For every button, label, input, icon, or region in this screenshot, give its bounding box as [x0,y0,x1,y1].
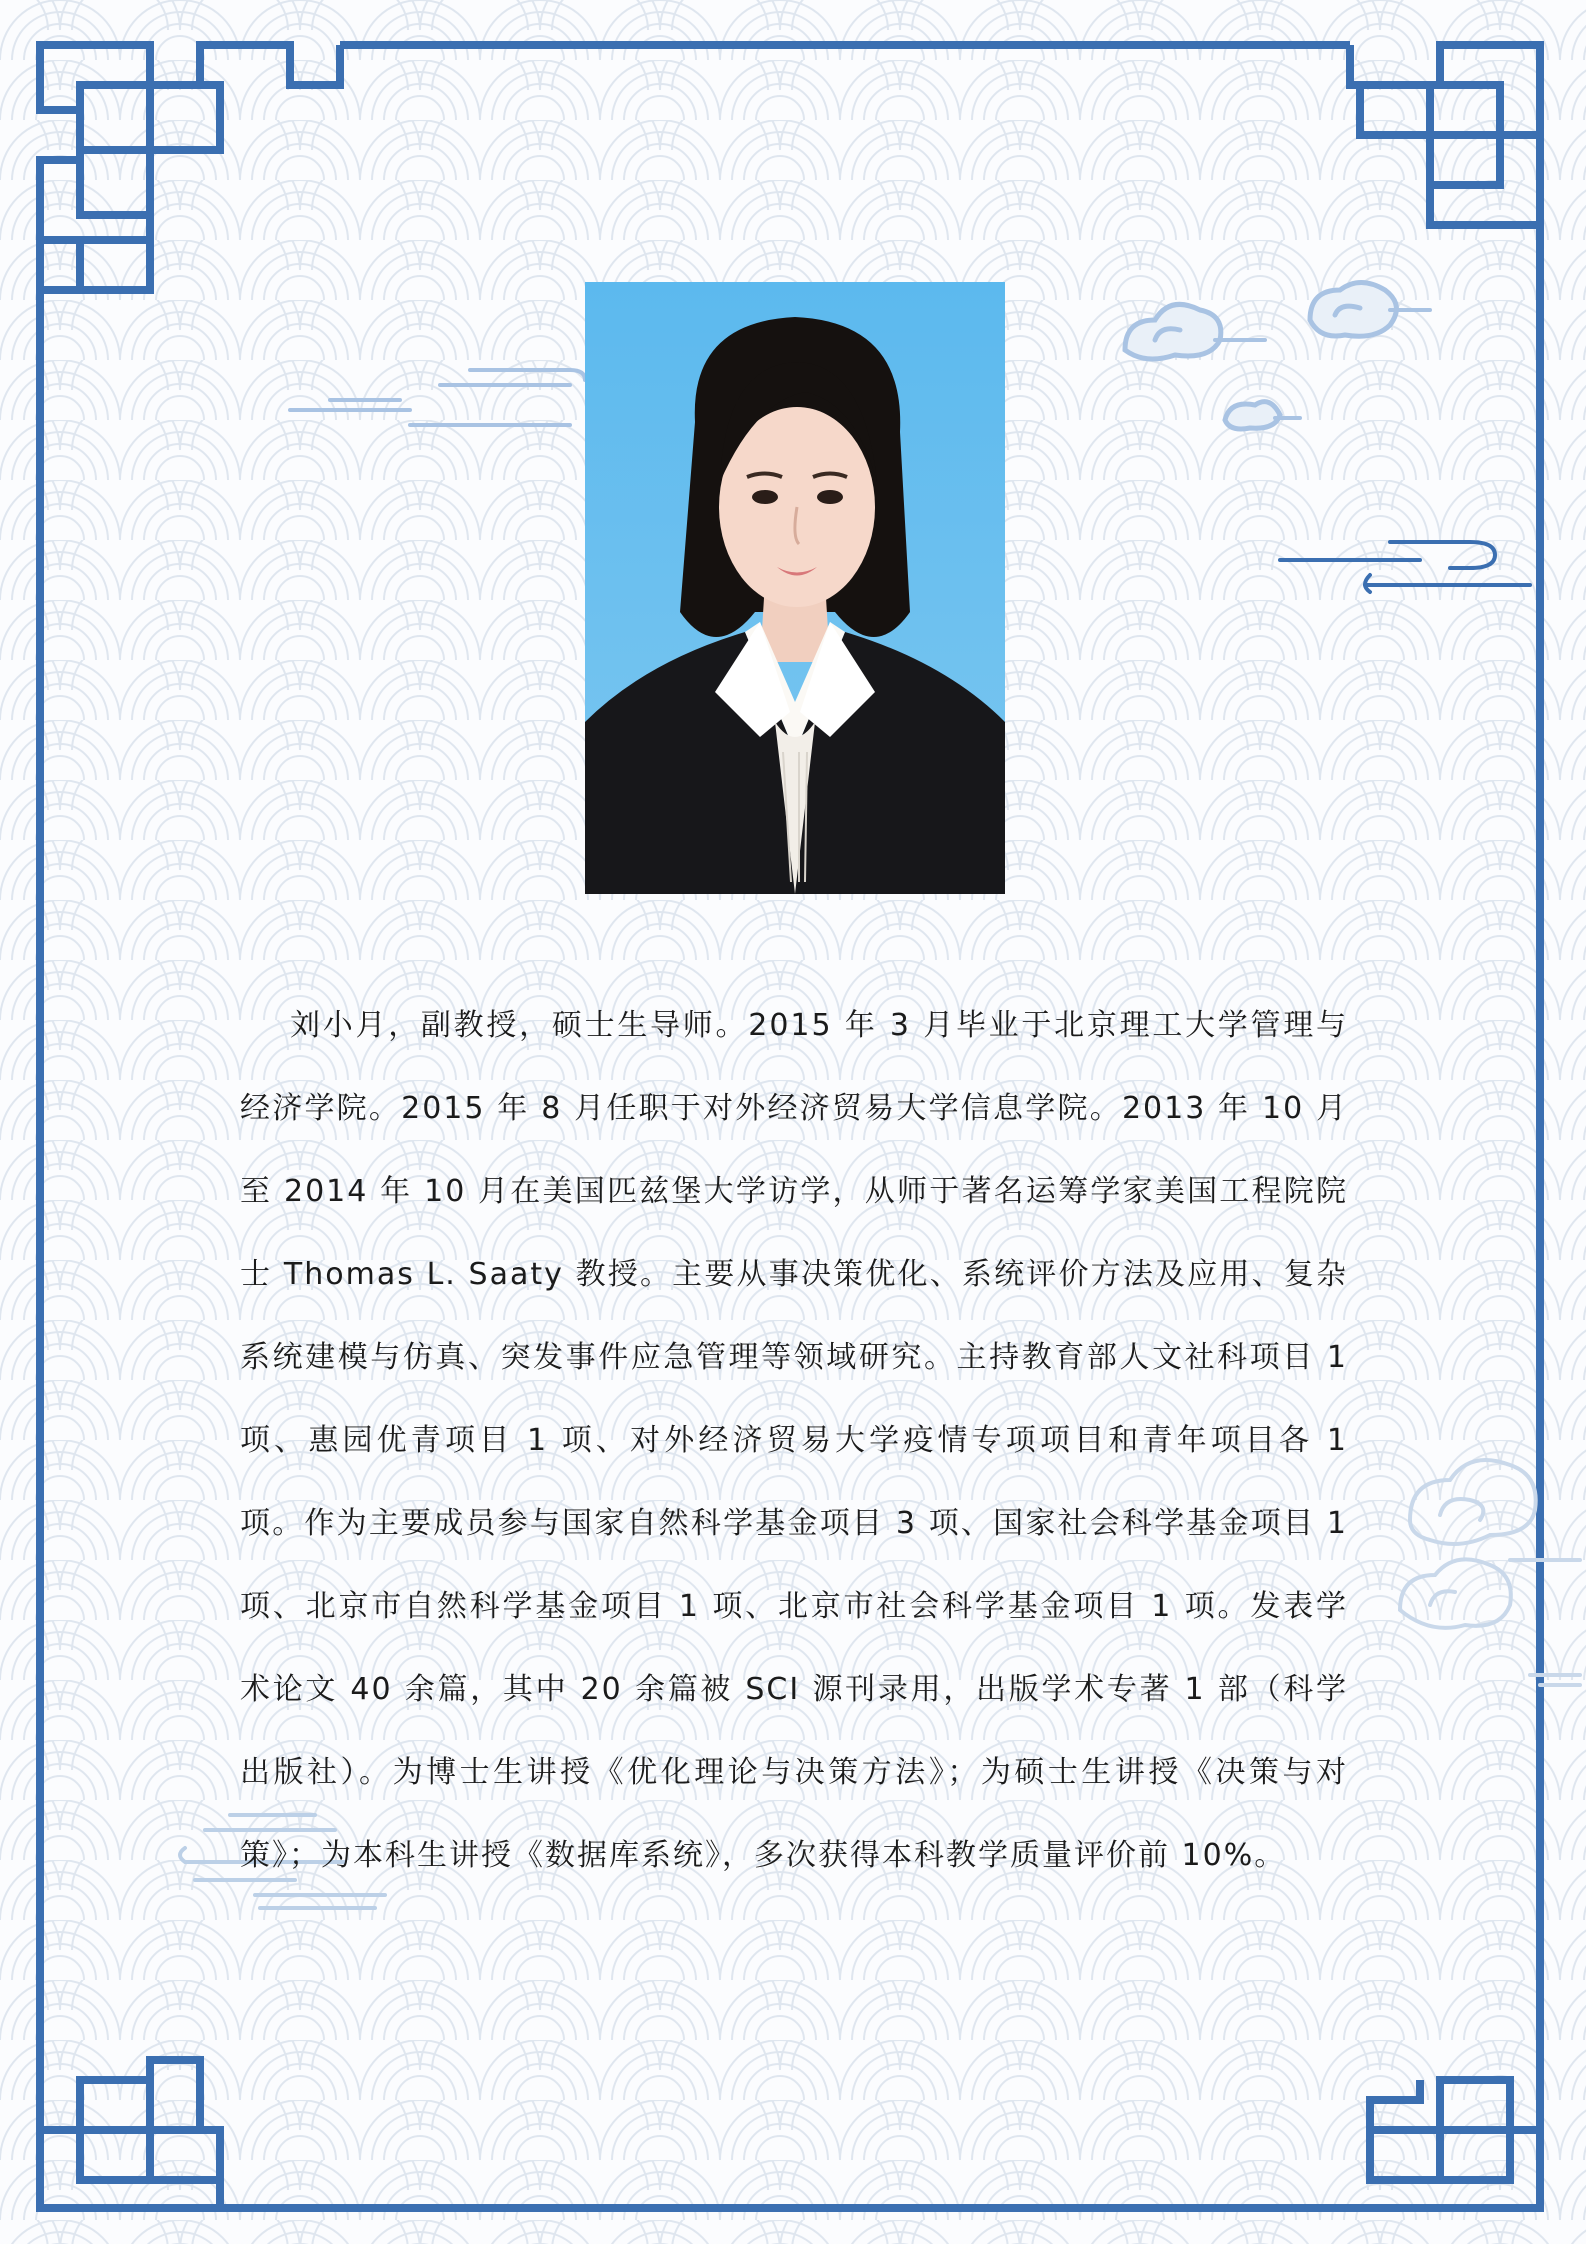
portrait-photo [585,282,1005,894]
wind-lines-icon [270,350,590,440]
auspicious-cloud-icon [1115,270,1435,450]
wind-lines-icon [1270,530,1540,600]
auspicious-cloud-icon [1390,1440,1586,1700]
biography-paragraph: 刘小月，副教授，硕士生导师。2015 年 3 月毕业于北京理工大学管理与经济学院。2015 年 8 月任职于对外经济贸易大学信息学院。2013 年 10 月至 2014 年 10 月在美国匹兹堡大学访学，从师于著名运筹学家美国工程院院士 Thomas L. Saaty 教授。主要从事决策优化、系统评价方法及应用、复杂系统建模与仿真、突发事件应急管理等领域研究。主持教育部人文社科项目 1 项、惠园优青项目 1 项、对外经济贸易大学疫情专项项目和青年项目各 1 项。作为主要成员参与国家自然科学基金项目 3 项、国家社会科学基金项目 1 项、北京市自然科学基金项目 1 项、北京市社会科学基金项目 1 项。发表学术论文 40 余篇，其中 20 余篇被 SCI 源刊录用，出版学术专著 1 部（科学出版社）。为博士生讲授《优化理论与决策方法》；为硕士生讲授《决策与对策》；为本科生讲授《数据库系统》，多次获得本科教学质量评价前 10%。 [240,1008,1348,1873]
